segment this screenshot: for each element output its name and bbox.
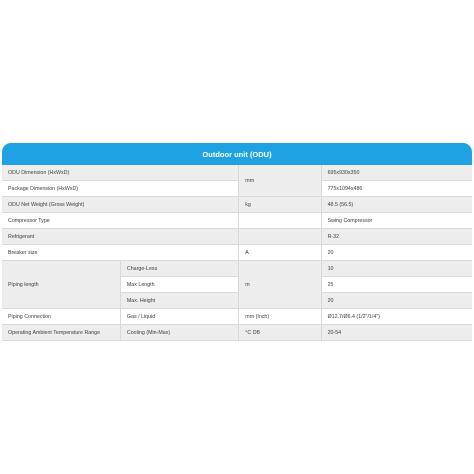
row-label-refrigerant: Refrigerant bbox=[2, 229, 239, 245]
table-row bbox=[2, 197, 472, 213]
max-height-label: Max. Height bbox=[120, 293, 238, 309]
table-row bbox=[2, 213, 472, 229]
row-label-odu-dimension: ODU Dimension (HxWxD) bbox=[2, 165, 239, 181]
row-label-net-weight: ODU Net Weight (Gross Weight) bbox=[2, 197, 239, 213]
charge-less-label: Charge-Less bbox=[120, 261, 238, 277]
refrigerant-value: R-32 bbox=[321, 229, 472, 245]
row-label-compressor-type: Compressor Type bbox=[2, 213, 239, 229]
row-label-piping-length: Piping length bbox=[2, 261, 120, 309]
table-row bbox=[2, 165, 472, 181]
row-label-package-dimension: Package Dimension (HxWxD) bbox=[2, 181, 239, 197]
table-row bbox=[2, 325, 472, 341]
package-dimension-value: 775x1094x486 bbox=[321, 181, 472, 197]
table-title: Outdoor unit (ODU) bbox=[2, 143, 472, 165]
piping-connection-unit: mm (Inch) bbox=[239, 309, 321, 325]
piping-connection-sub: Gas / Liquid bbox=[120, 309, 238, 325]
breaker-size-value: 20 bbox=[321, 245, 472, 261]
breaker-size-unit: A bbox=[239, 245, 321, 261]
spec-grid bbox=[2, 165, 472, 341]
piping-connection-value: Ø12.7/Ø6.4 (1/2"/1/4") bbox=[321, 309, 472, 325]
compressor-type-value: Swing Compressor bbox=[321, 213, 472, 229]
dimension-unit: mm bbox=[239, 165, 321, 197]
max-length-label: Max Length bbox=[120, 277, 238, 293]
row-label-piping-connection: Piping Connection bbox=[2, 309, 120, 325]
piping-length-unit: m bbox=[239, 261, 321, 309]
odu-dimension-value: 695x930x350 bbox=[321, 165, 472, 181]
refrigerant-unit bbox=[239, 229, 321, 245]
row-label-breaker-size: Breaker size bbox=[2, 245, 239, 261]
max-length-value: 25 bbox=[321, 277, 472, 293]
operating-temp-value: 20-54 bbox=[321, 325, 472, 341]
operating-temp-sub: Cooling (Min-Max) bbox=[120, 325, 238, 341]
net-weight-unit: kg bbox=[239, 197, 321, 213]
row-label-operating-temp: Operating Ambient Temperature Range bbox=[2, 325, 120, 341]
table-row bbox=[2, 309, 472, 325]
operating-temp-unit: °C DB bbox=[239, 325, 321, 341]
odu-spec-table bbox=[2, 143, 472, 341]
table-row bbox=[2, 245, 472, 261]
net-weight-value: 48.5 (56.5) bbox=[321, 197, 472, 213]
table-row bbox=[2, 181, 472, 197]
charge-less-value: 10 bbox=[321, 261, 472, 277]
table-row bbox=[2, 229, 472, 245]
max-height-value: 20 bbox=[321, 293, 472, 309]
table-row bbox=[2, 261, 472, 277]
compressor-type-unit bbox=[239, 213, 321, 229]
